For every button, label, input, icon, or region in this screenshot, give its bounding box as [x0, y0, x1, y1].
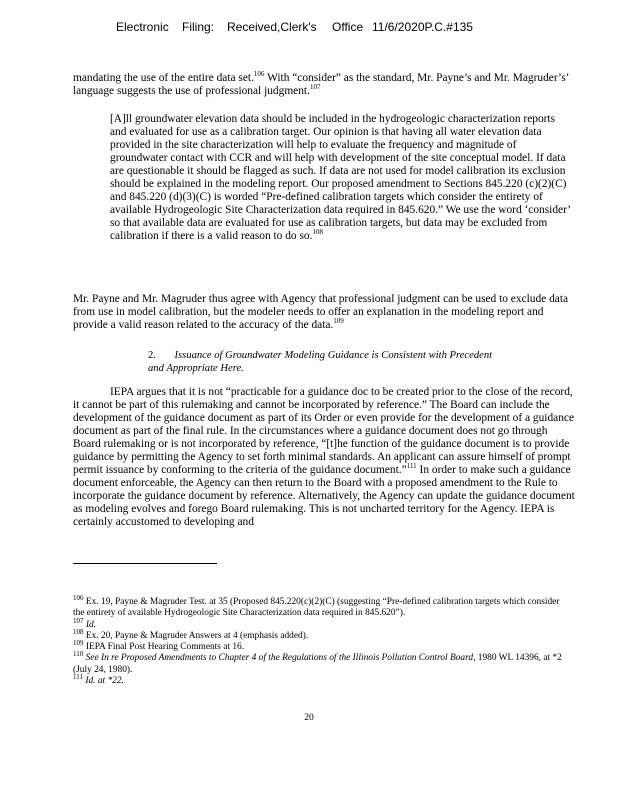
- para1-text-a: mandating the use of the entire data set.: [73, 72, 254, 84]
- footnote-109-text: IEPA Final Post Hearing Comments at 16.: [83, 642, 245, 653]
- header-electronic: Electronic: [116, 20, 169, 34]
- footnote-ref-106: 106: [253, 70, 265, 79]
- para3-text-b: In order to make such a guidance document enforceable, the Agency can then return to the Board with a proposed amendment to the Rule to incorporate the guidance document by reference. Alternatively, the Agency can update the guidance document as modeling evolves and forego Board rulemaking. This is not uncharted territory for the Agency. IEPA is certainly accustomed to developing and: [73, 464, 575, 528]
- para1-text-b: With “consider” as the standard, Mr. Payne’s and Mr. Magruder’s’ language suggests the use of professional judgment.: [73, 72, 569, 97]
- footnote-110-text: , 1980 WL 14396, at *2 (July 24, 1980).: [73, 653, 562, 675]
- footnote-ref-107: 107: [309, 83, 321, 92]
- footnote-ref-109: 109: [333, 317, 344, 326]
- footnote-107: [73, 616, 573, 631]
- section-heading: [148, 349, 508, 375]
- header-date-pc: 11/6/2020P.C.#135: [372, 20, 473, 34]
- paragraph-3: [73, 386, 576, 529]
- footnote-106: [73, 593, 573, 620]
- para2-text: Mr. Payne and Mr. Magruder thus agree with Agency that professional judgment can be used to exclude data from use in model calibration, but the modeler needs to offer an explanation in the modeling report and provide a valid reason related to the accuracy of the data.: [73, 293, 569, 331]
- paragraph-2: [73, 293, 576, 332]
- header-office: Office: [332, 20, 364, 34]
- block-quote: [110, 113, 574, 243]
- footnote-ref-111: 111: [406, 462, 417, 471]
- footnote-107-text: Id.: [83, 619, 96, 630]
- footnote-106-number: 106: [73, 593, 84, 602]
- paragraph-1: [73, 72, 576, 98]
- footnote-107-number: 107: [73, 616, 84, 625]
- para3-text-a: IEPA argues that it is not “practicable for a guidance doc to be created prior to the close of the record, it cannot be part of this rulemaking and cannot be incorporated by reference.” The Board can include the development of the guidance document as part of its Order or even provide for the development of a guidance document as part of the final rule. In the circumstances where a guidance document does not go through Board rulemaking or is not incorporated by reference, “[t]he function of the guidance document is to provide guidance by permitting the Agency to set forth minimal standards. An applicant can assure himself of prompt permit issuance by conforming to the criteria of the guidance document.”: [73, 386, 575, 476]
- heading-title: Issuance of Groundwater Modeling Guidance is Consistent with Precedent and Appropriate Here.: [148, 350, 493, 374]
- header-filing: Filing:: [182, 20, 215, 34]
- header-received: Received,Clerk's: [227, 20, 317, 34]
- footnote-111-number: 111: [73, 672, 83, 681]
- footnote-109-number: 109: [73, 639, 84, 648]
- footnotes: [73, 593, 573, 687]
- footnote-109: [73, 639, 573, 653]
- footnote-110-italic: See In re Proposed Amendments to Chapter 4 of the Regulations of the Illinois Pollution Control Board: [83, 653, 474, 664]
- footnote-111: [73, 672, 573, 687]
- footnote-divider: [73, 563, 217, 564]
- footnote-108-text: Ex. 20, Payne & Magruder Answers at 4 (emphasis added).: [83, 630, 309, 641]
- footnote-110: [73, 650, 573, 676]
- footnote-108: [73, 627, 573, 642]
- footnote-ref-108: 108: [312, 228, 323, 237]
- footnote-106-text: Ex. 19, Payne & Magruder Test. at 35 (Proposed 845.220(c)(2)(C) (suggesting “Pre-defined calibration targets which consider the entirety of available Hydrogeologic Site Characterization data required in 845.620”).: [73, 597, 560, 619]
- quote-text: [A]ll groundwater elevation data should be included in the hydrogeologic characterization reports and evaluated for use as a calibration target. Our opinion is that having all water elevation data provided in the site characterization will help to evaluate the frequency and magnitude of groundwater contact with CCR and will help with development of the site conceptual model. If data are questionable it should be flagged as such. If data are not used for model calibration its exclusion should be explained in the modeling report. Our proposed amendment to Sections 845.220 (c)(2)(C) and 845.220 (d)(3)(C) is worded “Pre-defined calibration targets which consider the entirety of available Hydrogeologic Site Characterization data required in 845.620.” We use the word ‘consider’ so that available data are evaluated for use as calibration targets, but data may be excluded from calibration if there is a valid reason to do so.: [110, 113, 571, 242]
- footnote-110-number: 110: [73, 650, 84, 659]
- heading-number: 2.: [148, 350, 156, 361]
- footnote-111-text: Id. at *22.: [82, 676, 124, 687]
- page-number: 20: [304, 712, 314, 723]
- footnote-108-number: 108: [73, 627, 84, 636]
